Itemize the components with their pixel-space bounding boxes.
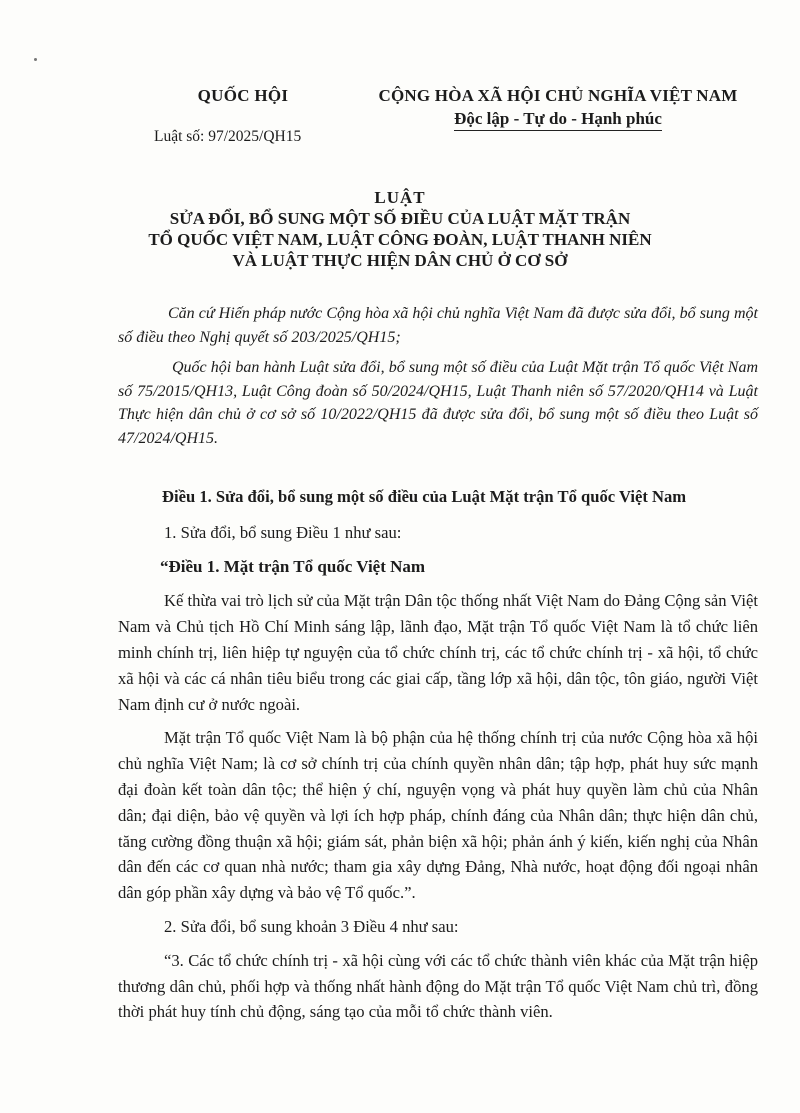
- law-title: [80, 187, 720, 271]
- item-1: 1. Sửa đổi, bổ sung Điều 1 như sau:: [164, 522, 402, 542]
- header-left: [148, 86, 338, 146]
- issuing-organization: QUỐC HỘI: [197, 86, 289, 105]
- country-name: CỘNG HÒA XÃ HỘI CHỦ NGHĨA VIỆT NAM: [378, 86, 738, 105]
- scan-speck: [34, 58, 37, 61]
- title-line-1: LUẬT: [374, 188, 426, 207]
- item-2: 2. Sửa đổi, bổ sung khoản 3 Điều 4 như sau:: [164, 916, 459, 936]
- paragraph-3: “3. Các tổ chức chính trị - xã hội cùng với các tổ chức thành viên khác của Mặt trận hiệp thương dân chủ, phối hợp và thống nhất hành động do Mặt trận Tổ quốc Việt Nam chủ trì, đồng thời phát huy tính chủ động, sáng tạo của mỗi tổ chức thành viên.: [118, 950, 758, 1022]
- quoted-article-heading: “Điều 1. Mặt trận Tổ quốc Việt Nam: [160, 556, 426, 576]
- paragraph-1: Kế thừa vai trò lịch sử của Mặt trận Dân tộc thống nhất Việt Nam do Đảng Cộng sản Việt Nam và Chủ tịch Hồ Chí Minh sáng lập, lãnh đạo, Mặt trận Tổ quốc Việt Nam là tổ chức liên minh chính trị, liên hiệp tự nguyện của tổ chức chính trị, các tổ chức chính trị - xã hội, tổ chức xã hội và các cá nhân tiêu biểu trong các giai cấp, tầng lớp xã hội, dân tộc, tôn giáo, người Việt Nam định cư ở nước ngoài.: [118, 591, 758, 714]
- title-line-2: SỬA ĐỔI, BỔ SUNG MỘT SỐ ĐIỀU CỦA LUẬT MẶT TRẬN: [169, 209, 631, 228]
- law-body: [118, 484, 758, 1033]
- law-number: Luật số: 97/2025/QH15: [154, 128, 302, 145]
- preamble-enactment: Quốc hội ban hành Luật sửa đổi, bổ sung một số điều của Luật Mặt trận Tổ quốc Việt Nam số 75/2015/QH13, Luật Công đoàn số 50/2024/QH15, Luật Thanh niên số 57/2020/QH14 và Luật Thực hiện dân chủ ở cơ sở số 10/2022/QH15 đã được sửa đổi, bổ sung một số điều theo Luật số 47/2024/QH15.: [118, 359, 758, 447]
- header-right: [358, 86, 758, 131]
- preamble: [118, 302, 758, 457]
- title-line-3: TỔ QUỐC VIỆT NAM, LUẬT CÔNG ĐOÀN, LUẬT THANH NIÊN: [148, 230, 652, 249]
- paragraph-2: Mặt trận Tổ quốc Việt Nam là bộ phận của hệ thống chính trị của nước Cộng hòa xã hội chủ nghĩa Việt Nam; là cơ sở chính trị của chính quyền nhân dân; tập hợp, phát huy sức mạnh đại đoàn kết toàn dân tộc; thể hiện ý chí, nguyện vọng và phát huy quyền làm chủ của Nhân dân; đại diện, bảo vệ quyền và lợi ích hợp pháp, chính đáng của Nhân dân; thực hiện dân chủ, tăng cường đồng thuận xã hội; giám sát, phản biện xã hội; phản ánh ý kiến, kiến nghị của Nhân dân đến các cơ quan nhà nước; tham gia xây dựng Đảng, Nhà nước, hoạt động đối ngoại nhân dân góp phần xây dựng và bảo vệ Tổ quốc.”.: [118, 728, 758, 903]
- national-motto: Độc lập - Tự do - Hạnh phúc: [454, 109, 662, 131]
- preamble-basis: Căn cứ Hiến pháp nước Cộng hòa xã hội chủ nghĩa Việt Nam đã được sửa đổi, bổ sung một số điều theo Nghị quyết số 203/2025/QH15;: [118, 305, 758, 346]
- title-line-4: VÀ LUẬT THỰC HIỆN DÂN CHỦ Ở CƠ SỞ: [232, 251, 568, 270]
- article-1-heading: Điều 1. Sửa đổi, bổ sung một số điều của Luật Mặt trận Tổ quốc Việt Nam: [162, 487, 687, 506]
